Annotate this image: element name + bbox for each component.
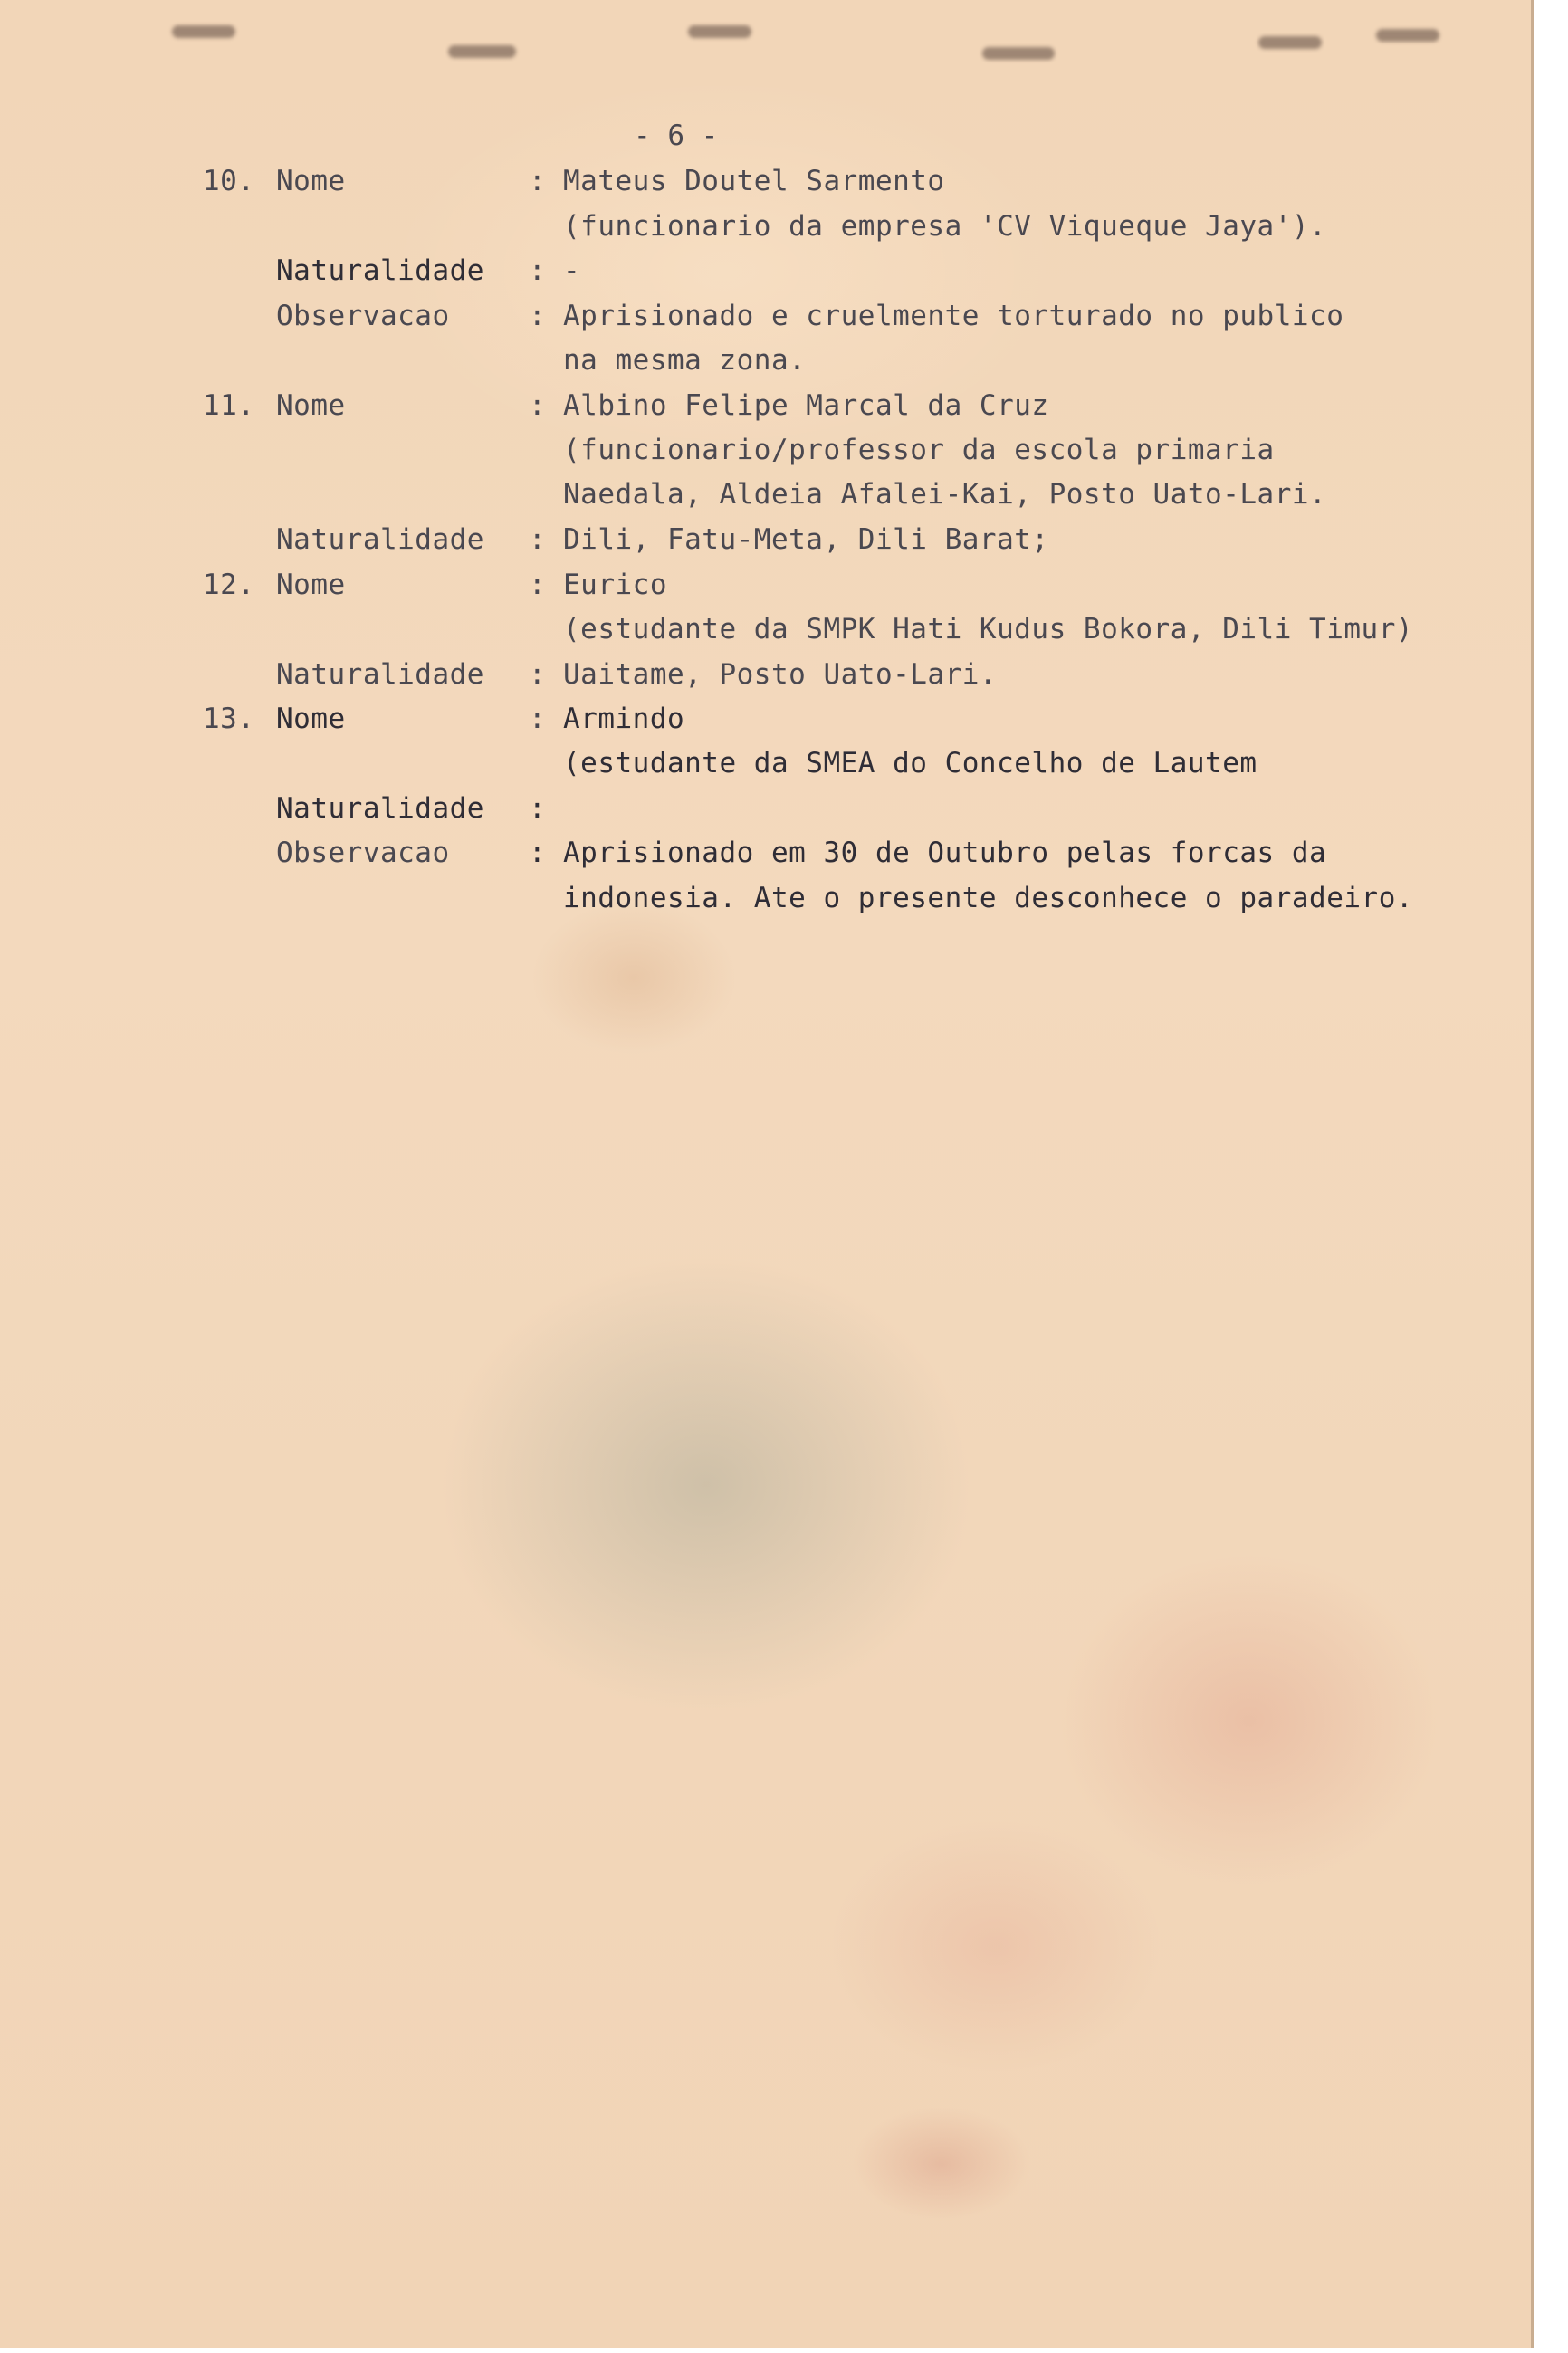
binding-hole-3 <box>688 25 751 38</box>
binding-hole-6 <box>1376 29 1439 42</box>
field-value: Dili, Fatu-Meta, Dili Barat; <box>563 523 1049 556</box>
field-value: Albino Felipe Marcal da Cruz <box>563 389 1049 422</box>
field-value: (estudante da SMPK Hati Kudus Bokora, Dili Timur) <box>563 613 1414 646</box>
entry-number: 12. <box>203 569 255 601</box>
binding-hole-5 <box>1258 36 1322 49</box>
field-colon: : <box>529 165 547 197</box>
field-label: Nome <box>276 389 346 422</box>
field-colon: : <box>529 703 547 735</box>
field-colon: : <box>529 658 547 691</box>
field-value: (funcionario/professor da escola primaria <box>563 434 1275 466</box>
field-colon: : <box>529 254 547 287</box>
field-label: Observacao <box>276 300 450 332</box>
field-value: Aprisionado em 30 de Outubro pelas forcas da <box>563 837 1327 869</box>
field-value: (funcionario da empresa 'CV Viqueque Jaya'). <box>563 210 1327 243</box>
field-label: Observacao <box>276 837 450 869</box>
field-colon: : <box>529 523 547 556</box>
field-colon: : <box>529 837 547 869</box>
field-value: na mesma zona. <box>563 344 807 377</box>
binding-hole-1 <box>172 25 235 38</box>
field-value: - <box>563 254 581 287</box>
field-value: Uaitame, Posto Uato-Lari. <box>563 658 998 691</box>
field-label: Nome <box>276 165 346 197</box>
field-colon: : <box>529 792 547 825</box>
entry-number: 13. <box>203 703 255 735</box>
field-label: Naturalidade <box>276 254 484 287</box>
field-value: Mateus Doutel Sarmento <box>563 165 945 197</box>
field-value: (estudante da SMEA do Concelho de Lautem <box>563 747 1257 780</box>
field-value: indonesia. Ate o presente desconhece o paradeiro. <box>563 882 1414 914</box>
field-value: Eurico <box>563 569 667 601</box>
field-label: Naturalidade <box>276 658 484 691</box>
field-colon: : <box>529 300 547 332</box>
field-value: Armindo <box>563 703 685 735</box>
field-value: Aprisionado e cruelmente torturado no publico <box>563 300 1344 332</box>
entry-number: 11. <box>203 389 255 422</box>
binding-hole-4 <box>982 47 1055 60</box>
field-label: Naturalidade <box>276 792 484 825</box>
field-colon: : <box>529 389 547 422</box>
field-colon: : <box>529 569 547 601</box>
field-label: Nome <box>276 569 346 601</box>
field-label: Nome <box>276 703 346 735</box>
page-number: - 6 - <box>634 120 719 152</box>
entry-number: 10. <box>203 165 255 197</box>
field-label: Naturalidade <box>276 523 484 556</box>
binding-hole-2 <box>448 45 516 58</box>
field-value: Naedala, Aldeia Afalei-Kai, Posto Uato-Lari. <box>563 478 1327 511</box>
